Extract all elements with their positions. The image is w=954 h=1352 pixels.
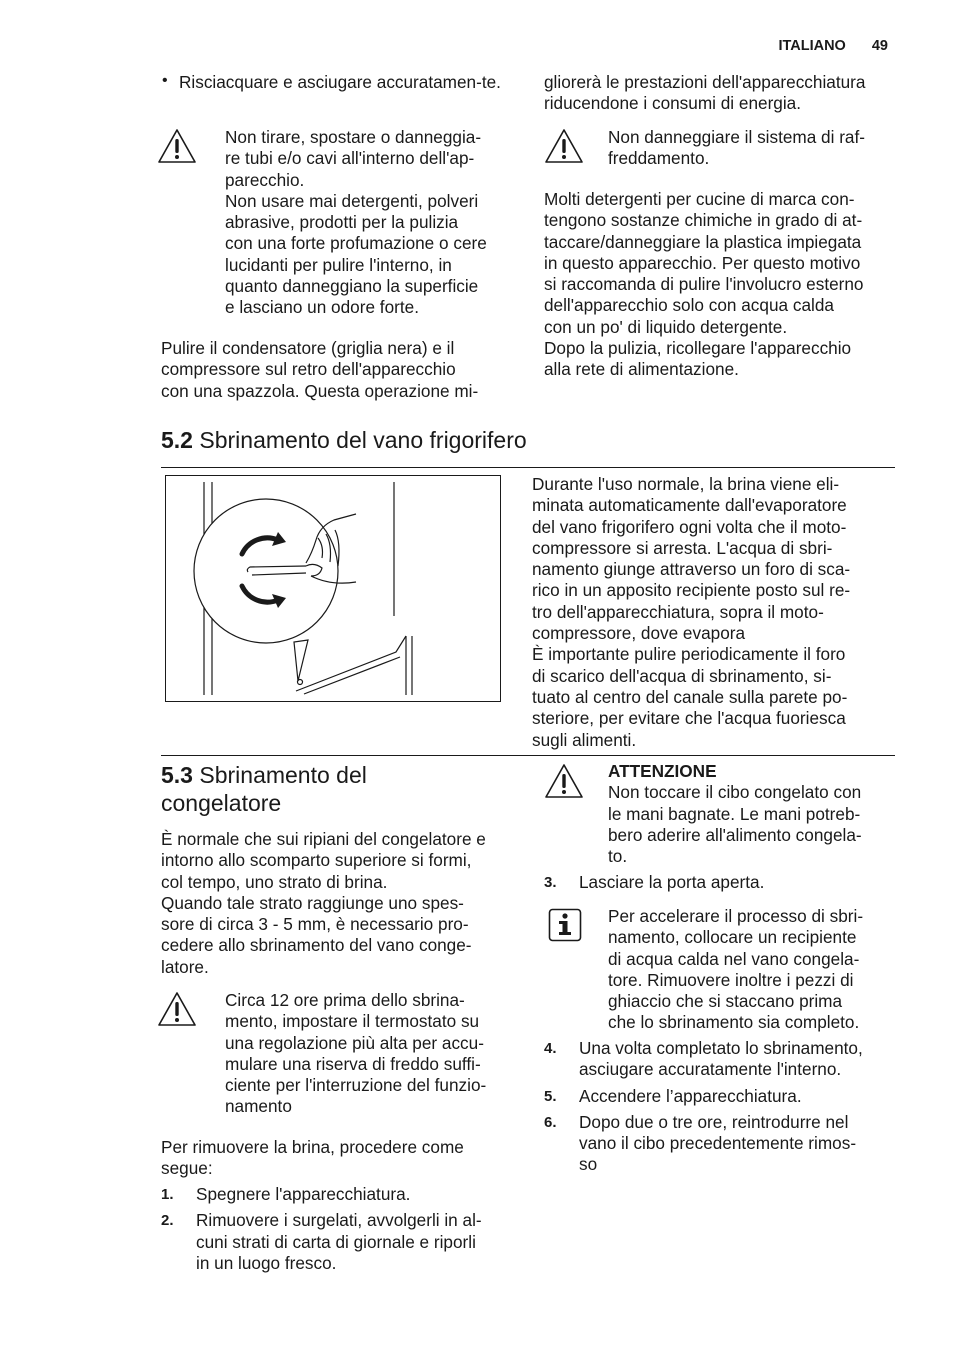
header-language: ITALIANO xyxy=(778,38,846,54)
text-line: con una forte profumazione o cere xyxy=(225,233,487,254)
list-item xyxy=(544,1038,904,1081)
condenser-paragraph xyxy=(161,338,516,402)
step-text-line: vano il cibo precedentemente rimos- xyxy=(579,1133,857,1154)
text-line: Per accelerare il processo di sbri- xyxy=(608,906,864,926)
text-line: rico in un apposito recipiente posto sul re- xyxy=(532,580,851,601)
text-line: di acqua calda nel vano congela- xyxy=(608,948,860,969)
info-paragraph xyxy=(608,906,903,1034)
section-title-line1: Sbrinamento del xyxy=(199,762,367,788)
detergents-text xyxy=(544,189,904,381)
warning-icon xyxy=(157,128,197,164)
section-5-2-text xyxy=(532,474,902,751)
detergents-paragraph xyxy=(544,189,904,381)
text-line: Circa 12 ore prima dello sbrina- xyxy=(225,990,465,1010)
step-text-line: cuni strati di carta di giornale e riporli xyxy=(196,1231,476,1252)
text-line: tengono sostanze chimiche in grado di at- xyxy=(544,210,863,231)
warning-1-paragraph xyxy=(225,127,520,319)
text-line: sugli alimenti. xyxy=(532,729,637,750)
text-line: Non toccare il cibo congelato con xyxy=(608,782,862,803)
warning-icon xyxy=(544,763,584,799)
warning-2-paragraph xyxy=(608,127,903,170)
page-header xyxy=(756,38,888,54)
warning-text-1 xyxy=(225,127,520,319)
text-line: con un po' di liquido detergente. xyxy=(544,316,788,337)
text-line: compressore sul retro dell'apparecchio xyxy=(161,359,456,380)
text-line: tore. Rimuovere inoltre i pezzi di xyxy=(608,969,854,990)
section-number: 5.3 xyxy=(161,762,193,788)
text-line: minata automaticamente dall'evaporatore xyxy=(532,495,847,516)
procedure-intro-paragraph xyxy=(161,1137,521,1180)
list-item xyxy=(544,1112,904,1176)
text-line: to. xyxy=(608,846,628,867)
steps-right-list xyxy=(544,1038,904,1181)
section-5-2-title xyxy=(161,426,527,454)
defrost-drain-drawing xyxy=(166,476,500,701)
step-3-list xyxy=(544,872,904,898)
step-number: 4. xyxy=(544,1040,557,1057)
text-line: Dopo la pulizia, ricollegare l'apparecchio xyxy=(544,338,852,359)
step-text-line: in un luogo fresco. xyxy=(196,1252,337,1273)
info-icon xyxy=(548,908,582,942)
text-line: Per rimuovere la brina, procedere come xyxy=(161,1137,464,1157)
text-line: Molti detergenti per cucine di marca con- xyxy=(544,189,855,209)
section-5-3-title xyxy=(161,761,367,817)
step-text-line: Accendere l’apparecchiatura. xyxy=(579,1085,802,1106)
text-line: del vano frigorifero ogni volta che il moto- xyxy=(532,516,847,537)
list-item xyxy=(161,1184,521,1205)
text-line: quanto danneggiano la superficie xyxy=(225,276,479,297)
page-number: 49 xyxy=(871,38,888,54)
text-line: È importante pulire periodicamente il foro xyxy=(532,644,846,665)
list-item xyxy=(544,1086,904,1107)
warning-icon xyxy=(544,128,584,164)
text-line: Durante l'uso normale, la brina viene eli- xyxy=(532,474,840,494)
text-line: mento, impostare il termostato su xyxy=(225,1011,480,1032)
text-line: segue: xyxy=(161,1158,213,1179)
text-line: namento, collocare un recipiente xyxy=(608,927,857,948)
step-text-line: Rimuovere i surgelati, avvolgerli in al- xyxy=(196,1210,482,1231)
attention-paragraph xyxy=(608,782,903,867)
text-line: in questo apparecchio. Per questo motivo xyxy=(544,252,861,273)
section-number: 5.2 xyxy=(161,427,193,453)
step-text-line: so xyxy=(579,1154,598,1175)
text-line: taccare/danneggiare la plastica impiegata xyxy=(544,231,862,252)
section-divider xyxy=(161,467,895,468)
text-line: abrasive, prodotti per la pulizia xyxy=(225,212,459,233)
continuation-paragraph xyxy=(544,72,904,115)
text-line: Non danneggiare il sistema di raf- xyxy=(608,127,865,147)
text-line: lucidanti per pulire l'interno, in xyxy=(225,254,452,275)
text-line: È normale che sui ripiani del congelatore e xyxy=(161,829,486,849)
text-line: col tempo, uno strato di brina. xyxy=(161,871,388,892)
condenser-text xyxy=(161,338,516,402)
step-number: 3. xyxy=(544,874,557,891)
text-line: compressore si arresta. L'acqua di sbri- xyxy=(532,537,833,558)
bullet-item xyxy=(162,72,512,93)
text-line: Non usare mai detergenti, polveri xyxy=(225,190,479,211)
bullet-line: Risciacquare e asciugare accuratamen-te. xyxy=(179,72,501,92)
defrost-illustration xyxy=(165,475,501,702)
section-title-line2: congelatore xyxy=(161,790,282,816)
warning-3-paragraph xyxy=(225,990,520,1118)
text-line: sore di circa 3 - 5 mm, è necessario pro- xyxy=(161,914,469,935)
text-line: mulare una riserva di freddo suffi- xyxy=(225,1053,481,1074)
text-line: re tubi e/o cavi all'interno dell'ap- xyxy=(225,148,475,169)
attention-title: ATTENZIONE xyxy=(608,761,717,781)
list-item xyxy=(161,1210,521,1274)
text-line: namento xyxy=(225,1096,292,1117)
steps-left-list xyxy=(161,1184,521,1279)
warning-text-2 xyxy=(608,127,903,170)
step-text-line: Spegnere l'apparecchiatura. xyxy=(196,1184,411,1204)
info-text xyxy=(608,906,903,1034)
text-line: ghiaccio che si staccano prima xyxy=(608,991,843,1012)
text-line: si raccomanda di pulire l'involucro esterno xyxy=(544,274,864,295)
step-text-line: Lasciare la porta aperta. xyxy=(579,872,765,892)
step-number: 5. xyxy=(544,1087,557,1105)
text-line: una regolazione più alta per accu- xyxy=(225,1032,484,1053)
text-line: latore. xyxy=(161,956,209,977)
text-line: riducendone i consumi di energia. xyxy=(544,93,802,114)
text-line: e lasciano un odore forte. xyxy=(225,297,419,318)
text-line: ciente per l'interruzione del funzio- xyxy=(225,1075,487,1096)
text-line: con una spazzola. Questa operazione mi- xyxy=(161,380,479,401)
step-text-line: Una volta completato lo sbrinamento, xyxy=(579,1038,863,1058)
text-line: cedere allo sbrinamento del vano conge- xyxy=(161,935,472,956)
bullet-text xyxy=(179,72,512,93)
text-line: parecchio. xyxy=(225,169,305,190)
text-line: namento giunge attraverso un foro di sca- xyxy=(532,559,851,580)
warning-text-3 xyxy=(225,990,520,1118)
text-line: intorno allo scomparto superiore si formi, xyxy=(161,850,472,871)
procedure-intro xyxy=(161,1137,521,1180)
warning-icon xyxy=(157,991,197,1027)
section-5-2-paragraph xyxy=(532,474,902,751)
text-line: tuato al centro del canale sulla parete po- xyxy=(532,686,848,707)
text-line: di scarico dell'acqua di sbrinamento, si- xyxy=(532,665,832,686)
step-text-line: Dopo due o tre ore, reintrodurre nel xyxy=(579,1111,849,1132)
section-divider xyxy=(161,755,895,756)
section-5-3-intro xyxy=(161,829,521,978)
attention-block xyxy=(608,761,903,867)
step-text-line: asciugare accuratamente l'interno. xyxy=(579,1059,842,1080)
text-line: che lo sbrinamento sia completo. xyxy=(608,1012,860,1033)
bullet-dot: • xyxy=(162,72,168,89)
text-line: compressore, dove evapora xyxy=(532,623,746,644)
step-number: 2. xyxy=(161,1212,174,1230)
text-line: tro dell'apparecchiatura, sopra il moto- xyxy=(532,601,824,622)
section-5-3-intro-paragraph xyxy=(161,829,521,978)
text-line: bero aderire all'alimento congela- xyxy=(608,824,862,845)
text-line: alla rete di alimentazione. xyxy=(544,359,739,380)
text-line: steriore, per evitare che l'acqua fuoriesca xyxy=(532,708,846,729)
text-line: dell'apparecchio solo con acqua calda xyxy=(544,295,834,316)
text-line: Non tirare, spostare o danneggia- xyxy=(225,127,482,147)
text-line: Quando tale strato raggiunge uno spes- xyxy=(161,892,464,913)
section-title-text: Sbrinamento del vano frigorifero xyxy=(199,427,527,453)
text-line: gliorerà le prestazioni dell'apparecchiatura xyxy=(544,72,866,92)
text-line: Pulire il condensatore (griglia nera) e il xyxy=(161,338,455,358)
list-item xyxy=(544,872,904,893)
continuation-text xyxy=(544,72,904,115)
text-line: le mani bagnate. Le mani potreb- xyxy=(608,803,861,824)
step-number: 6. xyxy=(544,1113,557,1131)
text-line: freddamento. xyxy=(608,148,710,169)
step-number: 1. xyxy=(161,1186,174,1203)
